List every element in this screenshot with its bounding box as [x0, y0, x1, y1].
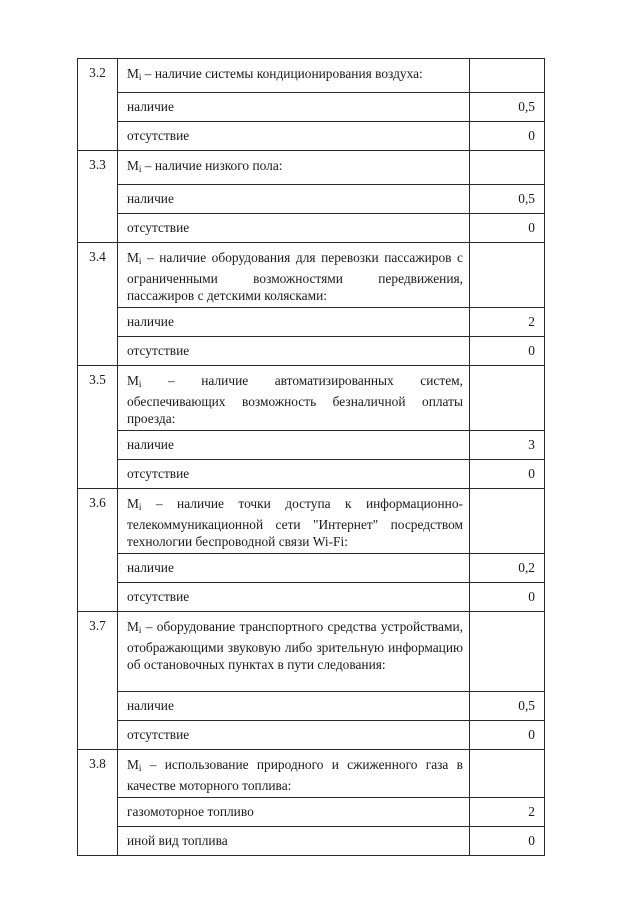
empty-value-cell — [470, 612, 545, 692]
section-description — [118, 612, 470, 692]
section-number: 3.5 — [78, 366, 118, 489]
empty-value-cell — [470, 151, 545, 185]
option-label: отсутствие — [118, 337, 470, 366]
option-value: 0 — [470, 122, 545, 151]
option-label: наличие — [118, 185, 470, 214]
section-number: 3.7 — [78, 612, 118, 750]
option-value: 2 — [470, 798, 545, 827]
option-label: газомоторное топливо — [118, 798, 470, 827]
coefficient-symbol: M — [127, 250, 139, 265]
empty-value-cell — [470, 750, 545, 798]
description-text: – наличие системы кондиционирования воздуха: — [144, 66, 423, 81]
section-number: 3.3 — [78, 151, 118, 243]
criteria-table-body — [78, 59, 545, 856]
option-row — [78, 185, 545, 214]
option-label: наличие — [118, 554, 470, 583]
section-description — [118, 489, 470, 554]
coefficient-subscript: i — [138, 164, 142, 174]
coefficient-symbol: M — [127, 158, 139, 173]
option-label: наличие — [118, 431, 470, 460]
description-text: – оборудование транспортного средства устройствами, отображающими звуковую либо зрительную информацию об остановочных пунктах в пути следования: — [127, 619, 463, 672]
coefficient-symbol: M — [127, 66, 139, 81]
empty-value-cell — [470, 59, 545, 93]
empty-value-cell — [470, 243, 545, 308]
section-number: 3.4 — [78, 243, 118, 366]
option-value: 2 — [470, 308, 545, 337]
description-text: – наличие оборудования для перевозки пассажиров с ограниченными возможностями передвижения, пассажиров с детскими колясками: — [127, 250, 463, 303]
coefficient-symbol: M — [127, 496, 139, 511]
coefficient-subscript: i — [138, 379, 142, 389]
section-header-row — [78, 151, 545, 185]
option-row — [78, 337, 545, 366]
section-number: 3.8 — [78, 750, 118, 856]
section-description — [118, 243, 470, 308]
coefficient-symbol: M — [127, 757, 139, 772]
option-row — [78, 721, 545, 750]
coefficient-symbol: M — [127, 373, 139, 388]
section-header-row — [78, 243, 545, 308]
coefficient-subscript: i — [138, 625, 142, 635]
option-row — [78, 583, 545, 612]
option-row — [78, 308, 545, 337]
section-header-row — [78, 59, 545, 93]
section-description — [118, 151, 470, 185]
section-number: 3.2 — [78, 59, 118, 151]
coefficient-subscript: i — [138, 72, 142, 82]
section-header-row — [78, 612, 545, 692]
option-value: 0 — [470, 827, 545, 856]
description-text: – использование природного и сжиженного газа в качестве моторного топлива: — [127, 757, 463, 793]
option-row — [78, 431, 545, 460]
coefficient-subscript: i — [138, 502, 142, 512]
empty-value-cell — [470, 489, 545, 554]
option-value: 0 — [470, 583, 545, 612]
section-description — [118, 59, 470, 93]
option-row — [78, 827, 545, 856]
option-value: 0 — [470, 460, 545, 489]
coefficient-subscript: i — [138, 763, 142, 773]
option-value: 0,2 — [470, 554, 545, 583]
option-row — [78, 692, 545, 721]
section-header-row — [78, 750, 545, 798]
option-label: наличие — [118, 308, 470, 337]
option-row — [78, 798, 545, 827]
section-header-row — [78, 489, 545, 554]
option-value: 0 — [470, 214, 545, 243]
criteria-table — [77, 58, 545, 856]
option-label: иной вид топлива — [118, 827, 470, 856]
coefficient-subscript: i — [138, 256, 142, 266]
coefficient-symbol: M — [127, 619, 139, 634]
section-number: 3.6 — [78, 489, 118, 612]
option-row — [78, 93, 545, 122]
option-row — [78, 460, 545, 489]
option-value: 0,5 — [470, 185, 545, 214]
description-text: – наличие низкого пола: — [144, 158, 283, 173]
option-label: наличие — [118, 692, 470, 721]
description-text: – наличие автоматизированных систем, обеспечивающих возможность безналичной оплаты проезда: — [127, 373, 463, 426]
option-label: отсутствие — [118, 214, 470, 243]
section-header-row — [78, 366, 545, 431]
option-row — [78, 214, 545, 243]
option-label: отсутствие — [118, 460, 470, 489]
option-value: 0,5 — [470, 93, 545, 122]
option-row — [78, 122, 545, 151]
option-label: отсутствие — [118, 122, 470, 151]
description-text: – наличие точки доступа к информационно-телекоммуникационной сети "Интернет" посредством технологии беспроводной связи Wi-Fi: — [127, 496, 463, 549]
option-value: 3 — [470, 431, 545, 460]
section-description — [118, 366, 470, 431]
option-value: 0,5 — [470, 692, 545, 721]
section-description — [118, 750, 470, 798]
empty-value-cell — [470, 366, 545, 431]
option-label: отсутствие — [118, 583, 470, 612]
option-value: 0 — [470, 337, 545, 366]
option-label: наличие — [118, 93, 470, 122]
option-value: 0 — [470, 721, 545, 750]
option-label: отсутствие — [118, 721, 470, 750]
option-row — [78, 554, 545, 583]
